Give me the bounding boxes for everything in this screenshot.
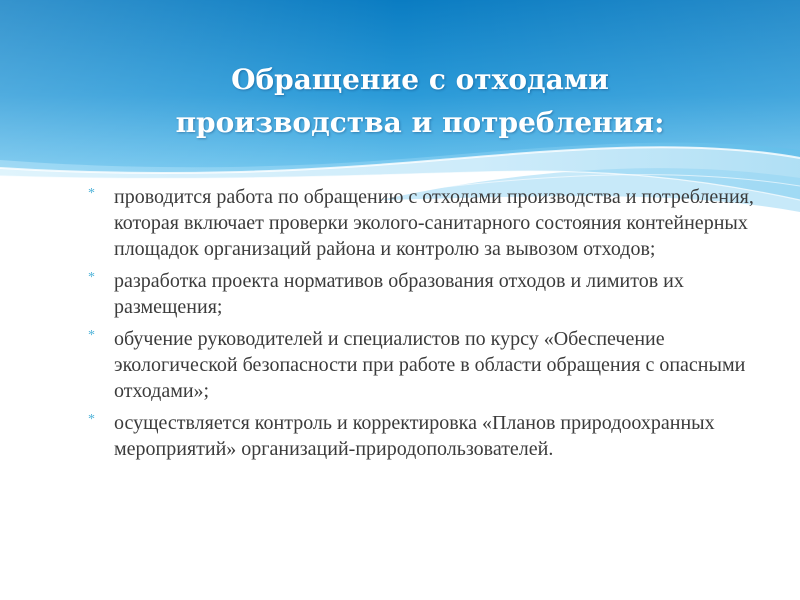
bullet-list — [88, 184, 768, 468]
bullet-item-training — [88, 326, 768, 404]
slide-title-line-2: производства и потребления: — [175, 106, 665, 139]
bullet-item-control — [88, 410, 768, 462]
slide-title — [0, 58, 800, 144]
asterisk-bullet-icon: * — [88, 328, 95, 343]
bullet-text: осуществляется контроль и корректировка «Планов природоохранных мероприятий» организаций-природопользователей. — [114, 412, 715, 460]
bullet-item-waste-management — [88, 184, 768, 262]
bullet-text: обучение руководителей и специалистов по курсу «Обеспечение экологической безопасности при работе в области обращения с опасными отходами»; — [114, 328, 746, 402]
bullet-item-norms-project — [88, 268, 768, 320]
bullet-text: разработка проекта нормативов образования отходов и лимитов их размещения; — [114, 270, 684, 318]
asterisk-bullet-icon: * — [88, 186, 95, 201]
slide-title-line-1: Обращение с отходами — [231, 63, 609, 96]
asterisk-bullet-icon: * — [88, 270, 95, 285]
bullet-text: проводится работа по обращению с отходами производства и потребления, которая включает проверки эколого-санитарного состояния контейнерных площадок организаций района и контролю за вывозом отходов; — [114, 186, 754, 260]
asterisk-bullet-icon: * — [88, 412, 95, 427]
